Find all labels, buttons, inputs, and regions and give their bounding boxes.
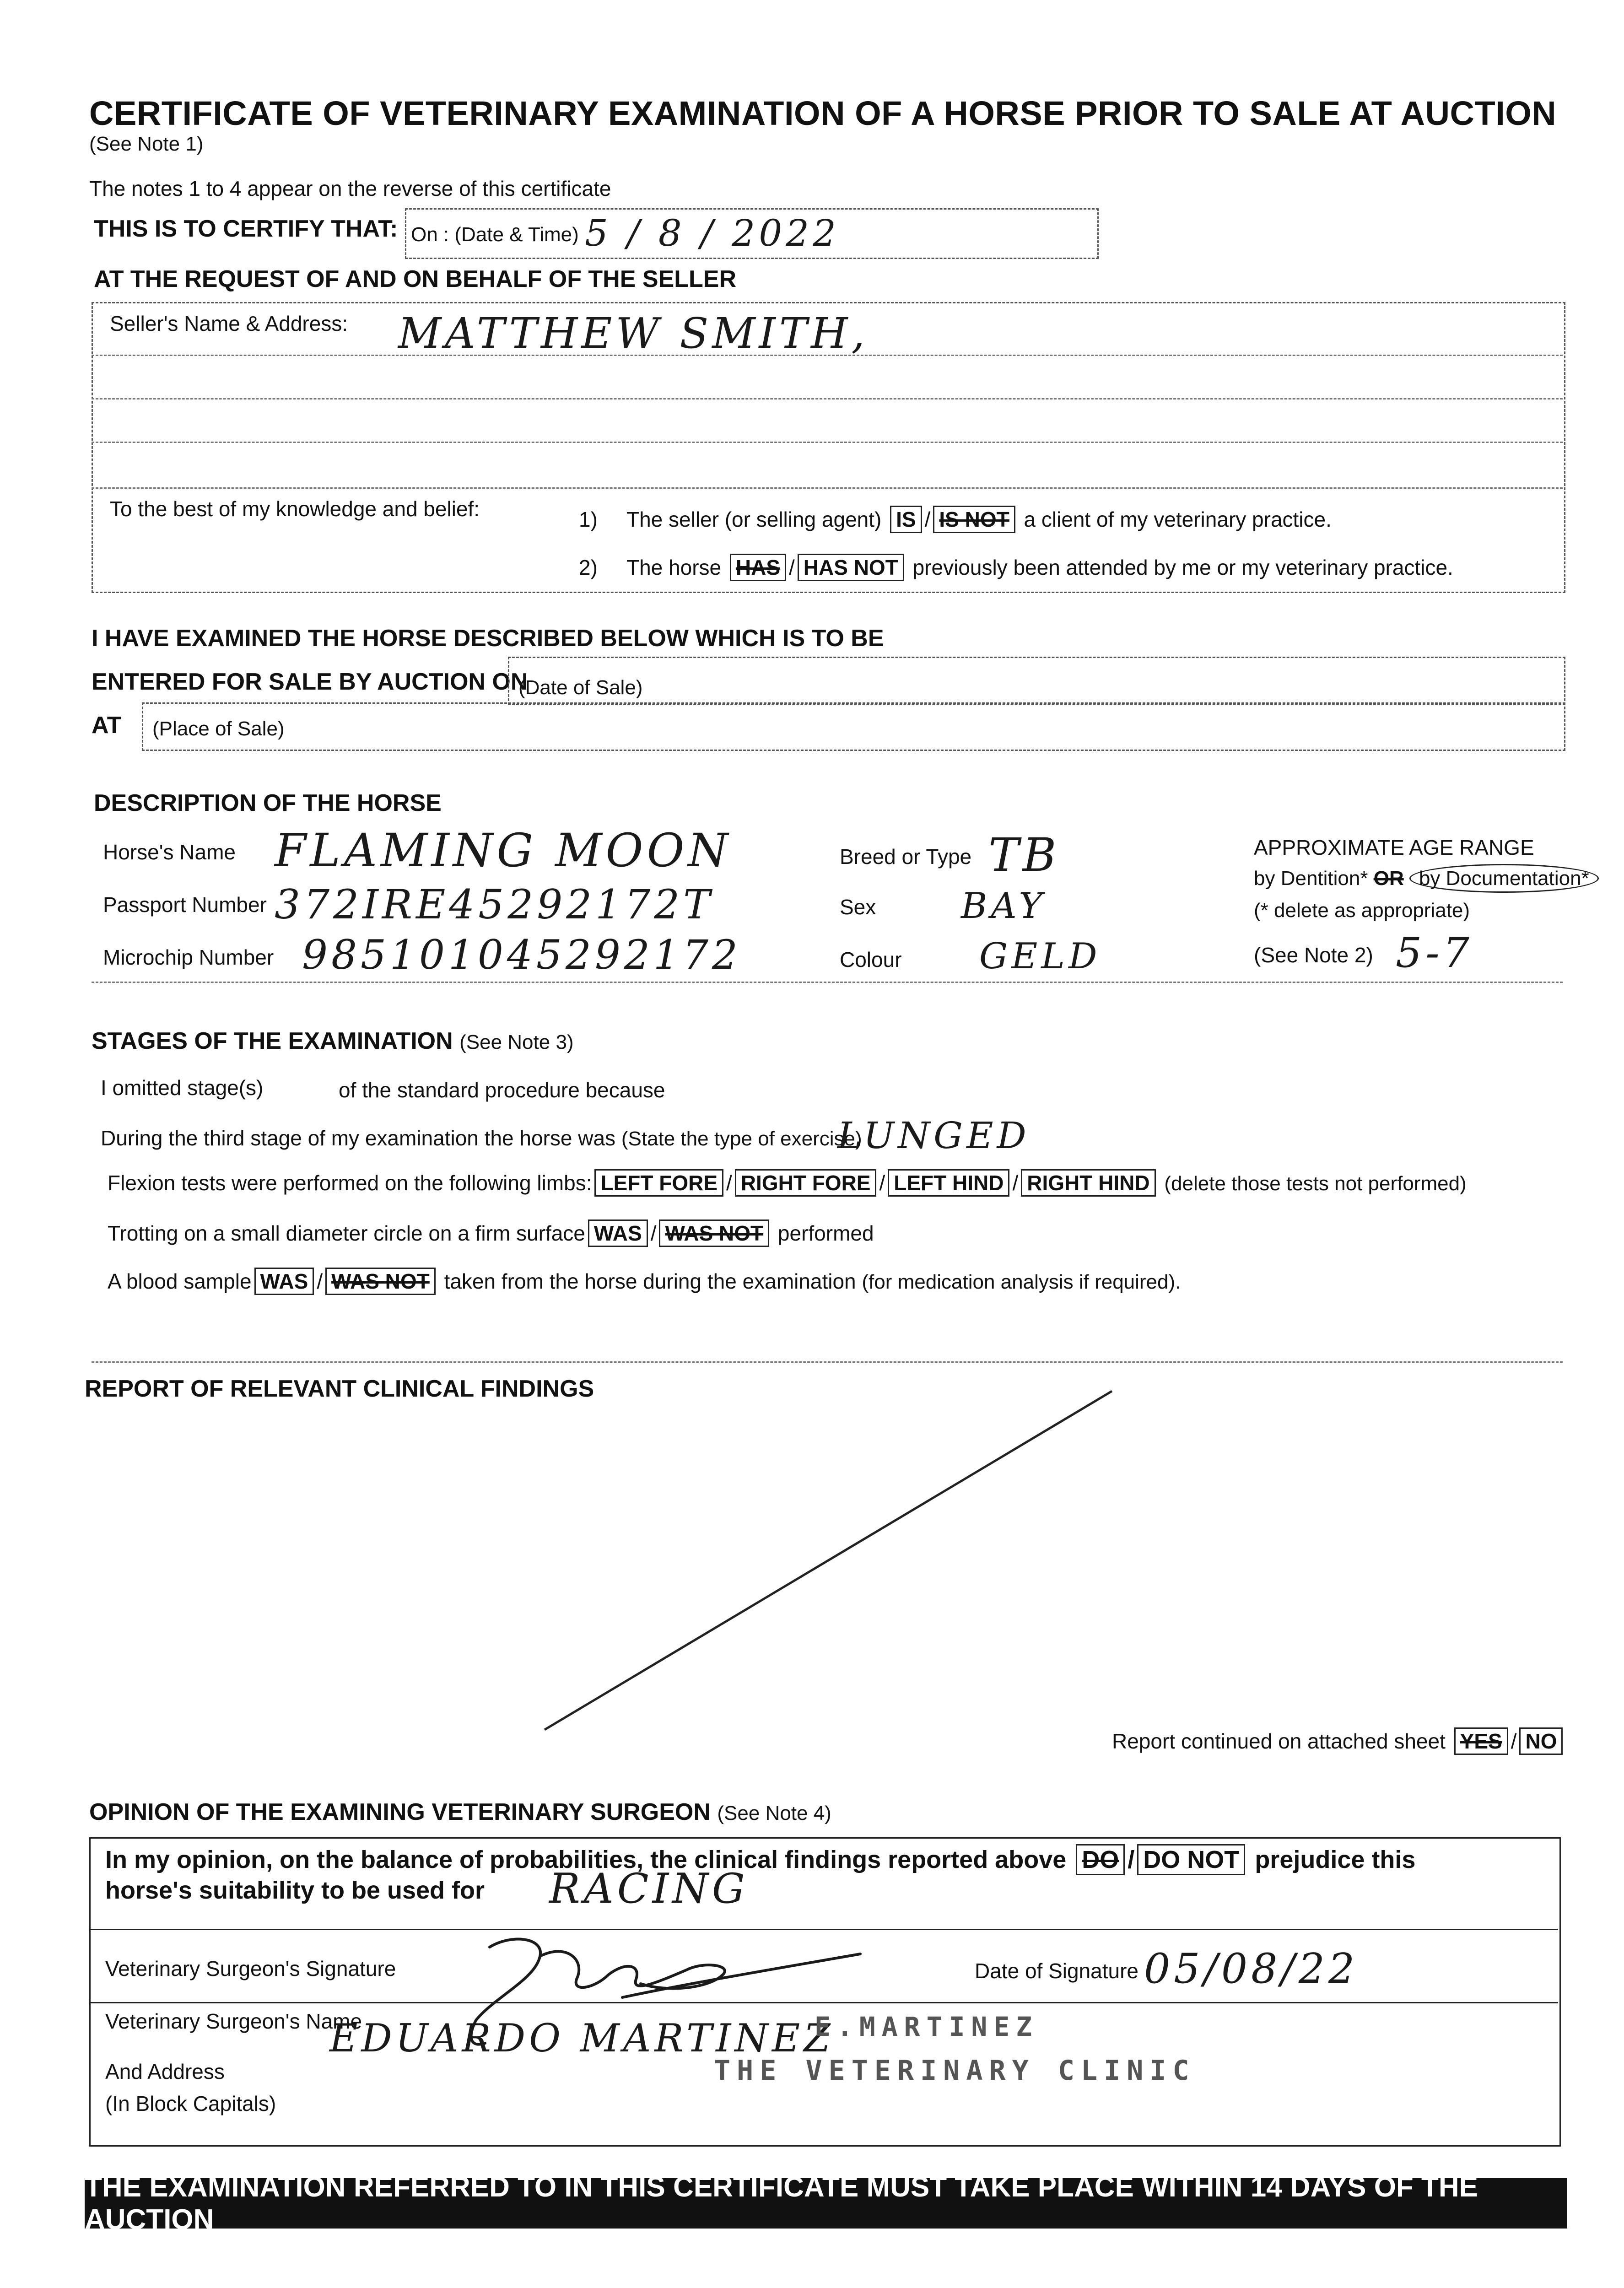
item1-post: a client of my veterinary practice. — [1024, 507, 1332, 531]
trot-row: Trotting on a small diameter circle on a firm surface WAS / WAS NOT performed — [108, 1220, 874, 1247]
opinion-divider-2 — [89, 2002, 1558, 2003]
opinion-heading: OPINION OF THE EXAMINING VETERINARY SURGEON — [89, 1799, 711, 1825]
stamp-name: E.MARTINEZ — [815, 2011, 1039, 2042]
block-caps-label: (In Block Capitals) — [105, 2092, 276, 2115]
trot-pre: Trotting on a small diameter circle on a firm surface — [108, 1221, 585, 1245]
third-stage-label: During the third stage of my examination the horse was — [101, 1126, 616, 1150]
age-value[interactable]: 5-7 — [1396, 929, 1473, 977]
passport-value[interactable]: 372IRE45292172T — [275, 881, 714, 928]
has-option[interactable]: HAS — [730, 554, 786, 581]
stamp-clinic: THE VETERINARY CLINIC — [714, 2055, 1196, 2087]
microchip-value[interactable]: 985101045292172 — [302, 931, 741, 978]
age-or: OR — [1373, 867, 1404, 890]
third-stage-hint: (State the type of exercise) — [621, 1128, 862, 1150]
description-heading: DESCRIPTION OF THE HORSE — [94, 790, 442, 816]
breed-label: Breed or Type — [840, 845, 972, 869]
at-label: AT — [92, 712, 122, 739]
blood-post: taken from the horse during the examination — [444, 1269, 856, 1293]
opinion-use-value[interactable]: RACING — [549, 1865, 749, 1913]
seller-line-2 — [92, 398, 1563, 399]
opinion-heading-row — [89, 1798, 831, 1826]
report-strikeout-line — [526, 1377, 1130, 1743]
blood-pre: A blood sample — [108, 1269, 252, 1293]
seller-label: Seller's Name & Address: — [110, 312, 348, 335]
omitted-post: of the standard procedure because — [339, 1078, 665, 1102]
see-note-1: (See Note 1) — [89, 133, 204, 155]
colour-label: Colour — [840, 948, 902, 971]
certificate-title: CERTIFICATE OF VETERINARY EXAMINATION OF A HORSE PRIOR TO SALE AT AUCTION — [89, 94, 1557, 132]
right-fore-option[interactable]: RIGHT FORE — [735, 1169, 877, 1197]
date-signature-label: Date of Signature — [975, 1959, 1139, 1983]
knowledge-label: To the best of my knowledge and belief: — [110, 497, 480, 521]
item1-pre: The seller (or selling agent) — [626, 507, 882, 531]
place-of-sale-label: (Place of Sale) — [152, 718, 285, 740]
report-continued-row: Report continued on attached sheet YES / NO — [1112, 1727, 1565, 1755]
horse-name-value[interactable]: FLAMING MOON — [275, 824, 732, 877]
surgeon-name-handwritten[interactable]: EDUARDO MARTINEZ — [329, 2016, 834, 2061]
blood-was-not-option[interactable]: WAS NOT — [325, 1268, 436, 1295]
colour-value[interactable]: GELD — [979, 936, 1101, 977]
report-continued-label: Report continued on attached sheet — [1112, 1729, 1446, 1753]
date-of-sale-field[interactable] — [508, 657, 1565, 705]
request-line: AT THE REQUEST OF AND ON BEHALF OF THE SELLER — [94, 266, 736, 292]
opinion-line-2: horse's suitability to be used for — [105, 1877, 485, 1904]
examined-line-2: ENTERED FOR SALE BY AUCTION ON — [92, 669, 528, 695]
date-time-field[interactable] — [405, 208, 1099, 259]
examined-line-1: I HAVE EXAMINED THE HORSE DESCRIBED BELOW WHICH IS TO BE — [92, 625, 884, 652]
item2-post: previously been attended by me or my veterinary practice. — [912, 556, 1453, 579]
seller-line-1 — [92, 355, 1563, 356]
opinion-text-post: prejudice this — [1255, 1846, 1416, 1873]
sex-label: Sex — [840, 895, 876, 919]
knowledge-item-1: 1) The seller (or selling agent) IS / IS NOT a client of my veterinary practice. — [579, 506, 1332, 533]
right-hind-option[interactable]: RIGHT HIND — [1021, 1169, 1155, 1197]
date-time-value: 5 / 8 / 2022 — [585, 212, 840, 254]
has-not-option[interactable]: HAS NOT — [798, 554, 904, 581]
is-option[interactable]: IS — [890, 506, 922, 533]
flexion-row: Flexion tests were performed on the following limbs: LEFT FORE / RIGHT FORE / LEFT HIND / RIGHT HIND (delete those tests not performed) — [108, 1169, 1467, 1197]
omitted-pre: I omitted stage(s) — [101, 1076, 264, 1100]
notes-line: The notes 1 to 4 appear on the reverse of this certificate — [89, 177, 611, 200]
flexion-post: (delete those tests not performed) — [1164, 1172, 1467, 1195]
date-time-label: On : (Date & Time) — [411, 223, 579, 246]
is-not-option[interactable]: IS NOT — [933, 506, 1015, 533]
blood-was-option[interactable]: WAS — [254, 1268, 314, 1295]
place-of-sale-field[interactable] — [142, 702, 1565, 751]
date-of-sale-label: (Date of Sale) — [518, 676, 643, 699]
seller-line-3 — [92, 442, 1563, 443]
microchip-label: Microchip Number — [103, 945, 274, 969]
date-signature-value[interactable]: 05/08/22 — [1144, 1945, 1359, 1993]
stages-heading-row — [92, 1027, 574, 1055]
stages-heading: STAGES OF THE EXAMINATION — [92, 1028, 453, 1054]
opinion-do-not-option[interactable]: DO NOT — [1137, 1844, 1245, 1875]
report-no-option[interactable]: NO — [1519, 1727, 1563, 1755]
report-yes-option[interactable]: YES — [1454, 1727, 1508, 1755]
third-stage-value[interactable]: LUNGED — [837, 1114, 1030, 1157]
stages-see-note: (See Note 3) — [459, 1031, 574, 1053]
opinion-see-note: (See Note 4) — [717, 1802, 831, 1824]
opinion-text-row: In my opinion, on the balance of probabilities, the clinical findings reported above DO / DO NOT prejudice this — [105, 1844, 1415, 1875]
sex-value[interactable]: BAY — [961, 885, 1046, 927]
trot-was-option[interactable]: WAS — [588, 1220, 648, 1247]
description-divider — [92, 982, 1563, 983]
item2-pre: The horse — [626, 556, 722, 579]
address-label: And Address — [105, 2060, 225, 2083]
item1-num: 1) — [579, 507, 598, 531]
opinion-do-option[interactable]: DO — [1076, 1844, 1125, 1875]
signature-label: Veterinary Surgeon's Signature — [105, 1957, 396, 1980]
opinion-text-pre: In my opinion, on the balance of probabilities, the clinical findings reported above — [105, 1846, 1067, 1873]
footer-notice: THE EXAMINATION REFERRED TO IN THIS CERTIFICATE MUST TAKE PLACE WITHIN 14 DAYS OF THE AUCTION — [85, 2178, 1567, 2229]
left-fore-option[interactable]: LEFT FORE — [594, 1169, 723, 1197]
report-divider — [92, 1361, 1563, 1363]
knowledge-item-2: 2) The horse HAS / HAS NOT previously been attended by me or my veterinary practice. — [579, 554, 1453, 581]
trot-post: performed — [777, 1221, 874, 1245]
breed-value[interactable]: TB — [988, 828, 1060, 882]
blood-hint: (for medication analysis if required). — [862, 1271, 1181, 1293]
age-by-documentation[interactable]: by Documentation* — [1409, 864, 1599, 893]
flexion-pre: Flexion tests were performed on the following limbs: — [108, 1171, 592, 1195]
age-method — [1254, 867, 1599, 890]
age-by-dentition[interactable]: by Dentition* — [1254, 867, 1368, 890]
item2-num: 2) — [579, 556, 598, 579]
horse-name-label: Horse's Name — [103, 840, 236, 864]
certify-label: THIS IS TO CERTIFY THAT: — [94, 216, 398, 242]
seller-line-4 — [92, 487, 1563, 489]
blood-row: A blood sample WAS / WAS NOT taken from the horse during the examination (for medication analysis if required). — [108, 1268, 1181, 1295]
left-hind-option[interactable]: LEFT HIND — [888, 1169, 1009, 1197]
age-see-note: (See Note 2) — [1254, 943, 1373, 967]
passport-label: Passport Number — [103, 893, 267, 917]
age-delete-note: (* delete as appropriate) — [1254, 899, 1470, 922]
report-heading: REPORT OF RELEVANT CLINICAL FINDINGS — [85, 1376, 594, 1402]
third-stage-row — [101, 1126, 862, 1150]
trot-was-not-option[interactable]: WAS NOT — [659, 1220, 769, 1247]
seller-value[interactable]: MATTHEW SMITH, — [398, 309, 869, 358]
surgeon-name-label: Veterinary Surgeon's Name — [105, 2009, 362, 2033]
age-heading: APPROXIMATE AGE RANGE — [1254, 836, 1534, 859]
